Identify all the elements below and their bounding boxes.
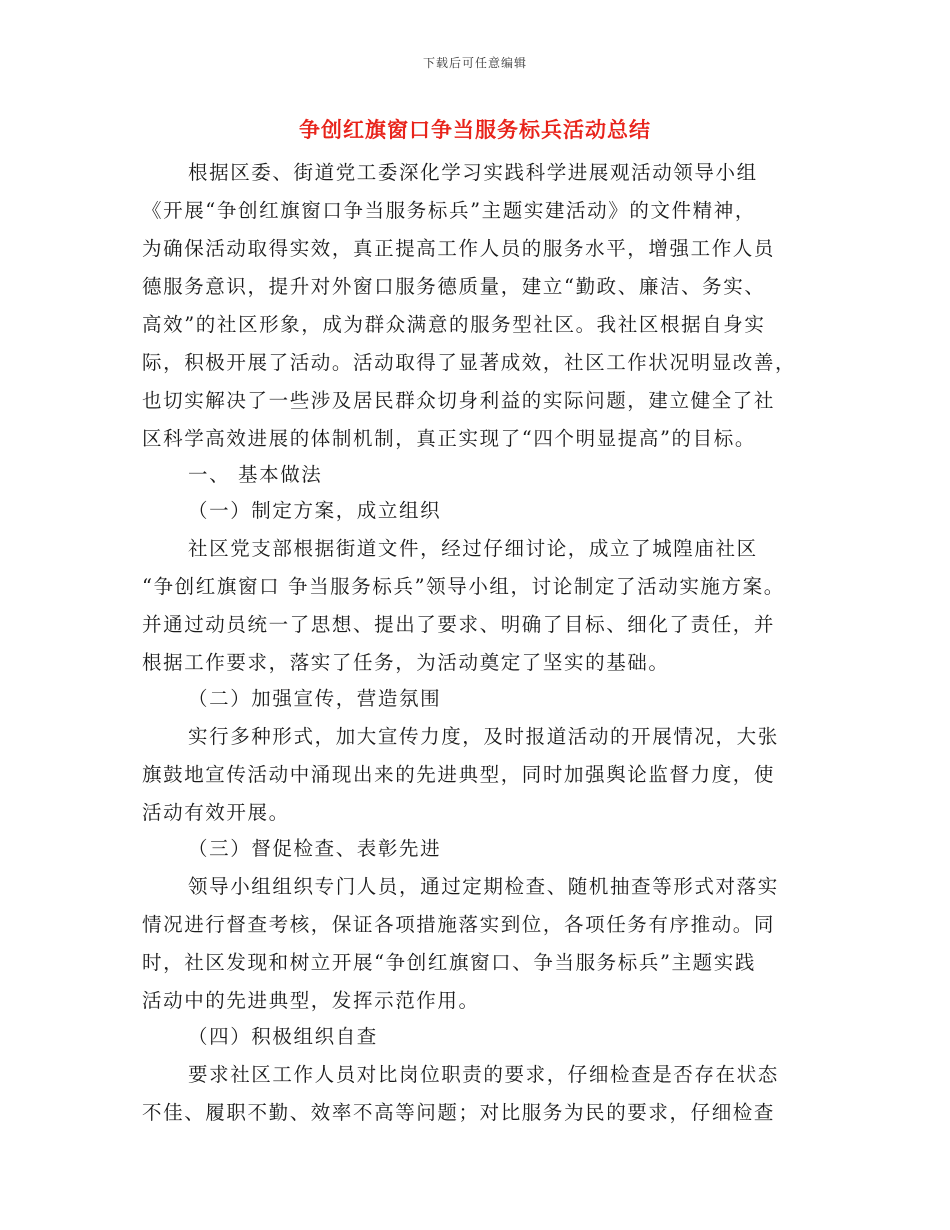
text-line: 时，社区发现和树立开展“争创红旗窗口、争当服务标兵”主题实践 <box>142 951 756 974</box>
text-line: 根据工作要求，落实了任务，为活动奠定了坚实的基础。 <box>142 651 670 674</box>
text-line: 活动有效开展。 <box>142 801 290 824</box>
text-line: 旗鼓地宣传活动中涌现出来的先进典型，同时加强舆论监督力度，使 <box>142 763 776 786</box>
text-line: 社区党支部根据街道文件，经过仔细讨论，成立了城隍庙社区 <box>188 537 758 560</box>
text-line: 际，积极开展了活动。活动取得了显著成效，社区工作状况明显改善， <box>142 351 797 374</box>
subsection-heading: （三）督促检查、表彰先进 <box>188 837 442 860</box>
text-line: 区科学高效进展的体制机制，真正实现了“四个明显提高”的目标。 <box>142 427 756 450</box>
text-line: 要求社区工作人员对比岗位职责的要求，仔细检查是否存在状态 <box>188 1063 779 1086</box>
text-line: 为确保活动取得实效，真正提高工作人员的服务水平，增强工作人员 <box>142 237 776 260</box>
text-line: 也切实解决了一些涉及居民群众切身利益的实际问题，建立健全了社 <box>142 389 776 412</box>
text-line: 根据区委、街道党工委深化学习实践科学进展观活动领导小组 <box>188 161 758 184</box>
text-line: 实行多种形式，加大宣传力度，及时报道活动的开展情况，大张 <box>188 725 779 748</box>
page-header: 下载后可任意编辑 <box>422 56 527 70</box>
text-line: 高效”的社区形象，成为群众满意的服务型社区。我社区根据自身实 <box>142 313 766 336</box>
document-title: 争创红旗窗口争当服务标兵活动总结 <box>299 118 651 142</box>
subsection-heading: （一）制定方案，成立组织 <box>188 499 442 522</box>
text-line: 情况进行督查考核，保证各项措施落实到位，各项任务有序推动。同 <box>142 913 776 936</box>
section-heading: 一、 基本做法 <box>188 463 323 486</box>
text-line: 并通过动员统一了思想、提出了要求、明确了目标、细化了责任，并 <box>142 613 776 636</box>
text-line: 领导小组组织专门人员，通过定期检查、随机抽查等形式对落实 <box>188 875 779 898</box>
subsection-heading: （四）积极组织自查 <box>188 1025 378 1048</box>
text-line: 活动中的先进典型，发挥示范作用。 <box>142 989 480 1012</box>
text-line: 不佳、履职不勤、效率不高等问题；对比服务为民的要求，仔细检查 <box>142 1101 776 1124</box>
text-line: 德服务意识，提升对外窗口服务德质量，建立“勤政、廉洁、务实、 <box>142 275 766 298</box>
text-line: 《开展“争创红旗窗口争当服务标兵”主题实建活动》的文件精神， <box>142 199 756 222</box>
subsection-heading: （二）加强宣传，营造氛围 <box>188 687 442 710</box>
text-line: “争创红旗窗口 争当服务标兵”领导小组，讨论制定了活动实施方案。 <box>142 575 785 598</box>
